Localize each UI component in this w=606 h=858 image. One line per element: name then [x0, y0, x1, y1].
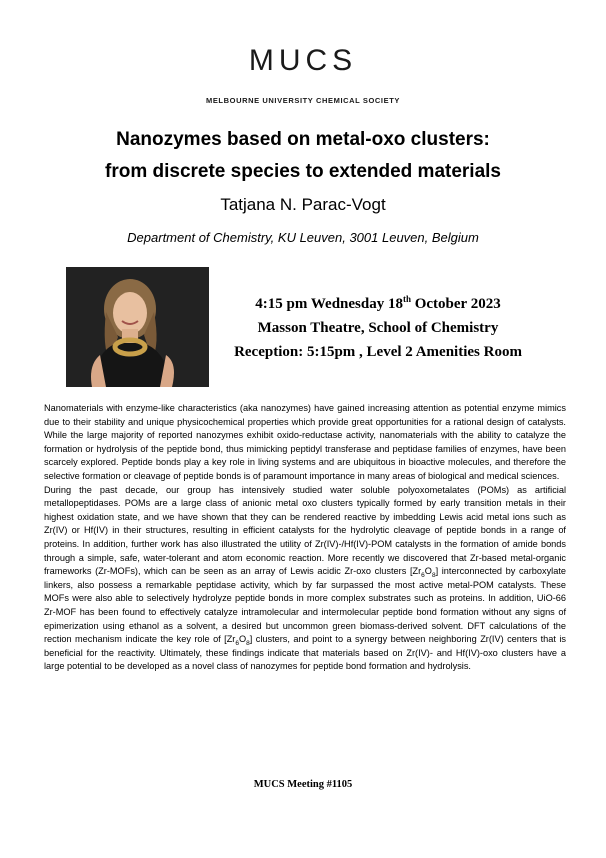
society-name: MELBOURNE UNIVERSITY CHEMICAL SOCIETY — [205, 96, 401, 105]
abstract — [44, 402, 566, 674]
event-time: 4:15 pm Wednesday 18th October 2023 — [255, 294, 501, 312]
event-details — [222, 292, 534, 364]
speaker-affiliation: Department of Chemistry, KU Leuven, 3001 Leuven, Belgium — [127, 230, 479, 245]
speaker-photo — [66, 267, 209, 387]
abstract-paragraph-1: Nanomaterials with enzyme-like characteristics (aka nanozymes) have gained increasing attention as potential enzyme mimics due to their stability and unique physicochemical properties which provide great opportunities for a rational design of catalysts. While the large majority of reported nanozymes exhibit oxido-reductase activity, nanomaterials with the ability to catalyze the formation or hydrolysis of the peptide bond, thus mimicking peptidyl transferase and peptidase families of enzymes, have been scarcely explored. Peptide bonds play a key role in living systems and are ubiquitous in bioactive molecules, and therefore the selective formation or cleavage of peptide bonds is of paramount importance in many areas of biological and medical sciences. — [44, 403, 566, 481]
talk-title — [0, 124, 606, 188]
talk-title-line1: Nanozymes based on metal-oxo clusters: — [116, 129, 490, 150]
mucs-logo: MUCS — [248, 44, 358, 77]
event-reception: Reception: 5:15pm , Level 2 Amenities Room — [234, 344, 522, 360]
abstract-paragraph-2: During the past decade, our group has intensively studied water soluble polyoxometalates (POMs) as artificial metallopeptidases. POMs are a large class of anionic metal oxo clusters typically formed by early transition metals in their highest oxidation state, and we have shown that they can be rendered reactive by imbedding Lewis acid metal ions such as Zr(IV) or Hf(IV) in their structures, resulting in efficient catalysts for the hydrolytic cleavage of peptide bonds in a range of proteins. In addition, further work has also illustrated the utility of Zr(IV)-/Hf(IV)-POM catalysts in the formation of amide bonds through a simple, safe, water-tolerant and atom economic reaction. More recently we discovered that Zr-based metal-organic frameworks (Zr-MOFs), which can be seen as an array of Lewis acidic Zr-oxo clusters $[Zr_6O_8]$ interconnected by carboxylate linkers, also possess a remarkable peptidase activity, which by far surpassed the most active metal-POM catalysts. These MOFs were also able to selectively hydrolyze peptide bonds in more complex substrates such as proteins. In addition, UiO-66 Zr-MOF has been found to effectively catalyze intramolecular and intermolecular peptide bond formation without any signs of epimerization using ethanol as a solvent, a desired but uncommon green biomass-derived solvent. DFT calculations of the rection mechanism indicate the key role of $[Zr_6O_8]$ clusters, and point to a synergy between neighboring Zr(IV) centers that is beneficial for the reactivity. Ultimately, these findings indicate that materials based on Zr(IV)- and Hf(IV)-oxo clusters have a large potential to be developed as a novel class of nanozymes for peptide bond formation and hydrolysis. — [44, 484, 566, 672]
event-venue: Masson Theatre, School of Chemistry — [257, 320, 499, 336]
talk-title-line2: from discrete species to extended materials — [105, 161, 501, 182]
speaker-name: Tatjana N. Parac-Vogt — [220, 195, 386, 214]
meeting-number: MUCS Meeting #1105 — [253, 779, 353, 790]
speaker-portrait-icon — [66, 267, 209, 387]
